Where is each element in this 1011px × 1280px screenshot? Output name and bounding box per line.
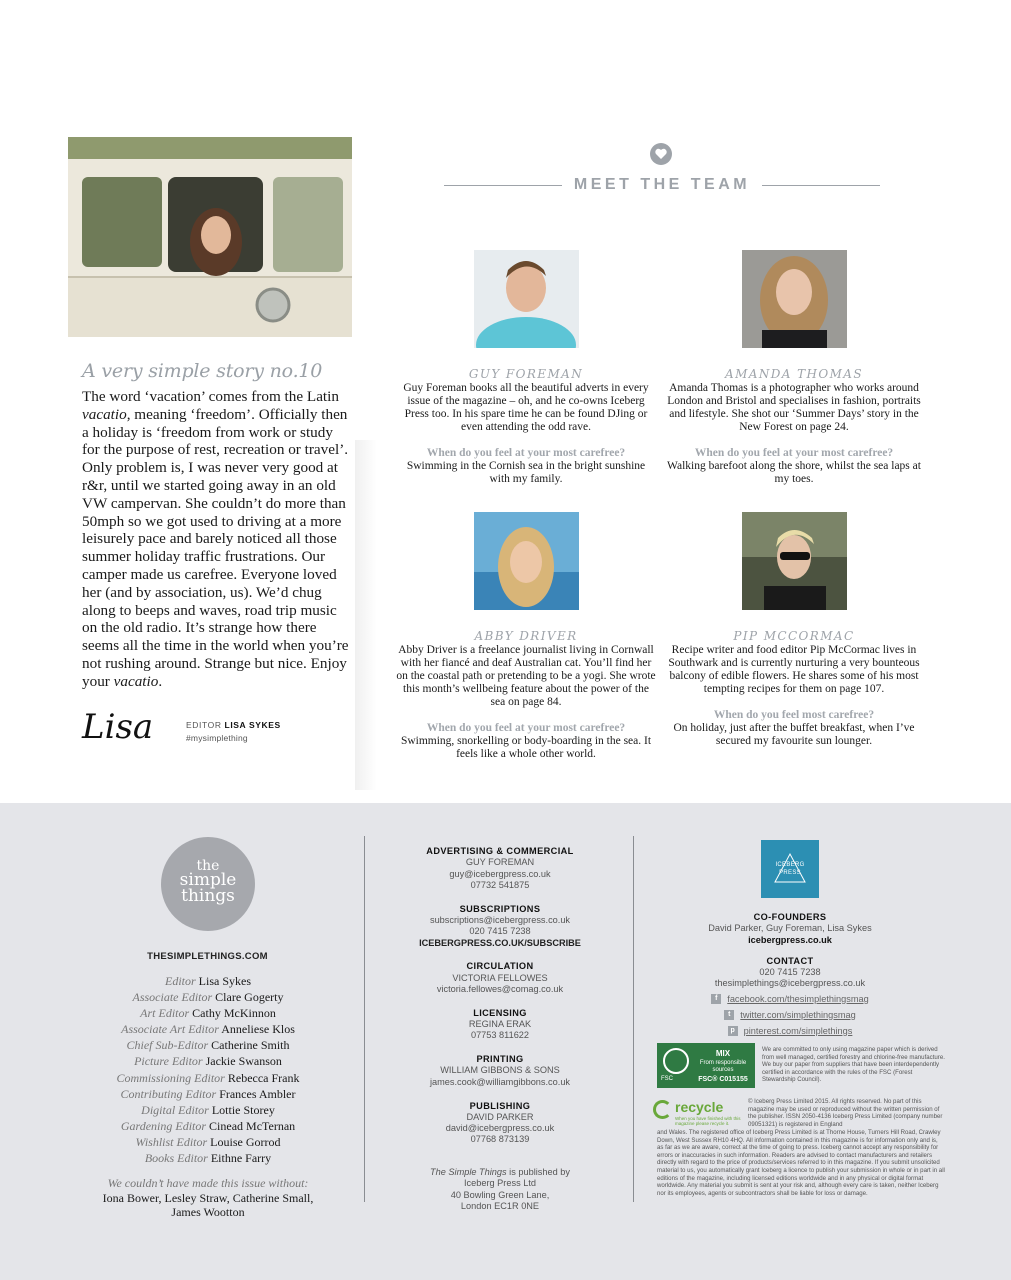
pinterest-row[interactable] — [680, 1025, 900, 1038]
member-photo — [474, 250, 579, 348]
member-photo — [742, 512, 847, 610]
contact-email[interactable]: thesimplethings@icebergpress.co.uk — [714, 978, 866, 989]
pinterest-link[interactable]: pinterest.com/simplethings — [743, 1025, 853, 1036]
thanks-names: Iona Bower, Lesley Straw, Catherine Small, James Wootton — [102, 1191, 314, 1219]
simple-things-logo: the simple things — [161, 837, 255, 931]
editor-letter — [82, 360, 350, 691]
masthead: Editor Lisa Sykes Associate Editor Clare Gogerty Art Editor Cathy McKinnon Associate Art Editor Anneliese Klos Chief Sub-Editor Catherine Smith Picture Editor Jackie Swanson Commissioning Editor Rebecca Frank Contributing Editor Frances Ambler Digital Editor Lottie Storey Gardening Editor Cinead McTernan Wishlist Editor Louise Gorrod Books Editor Eithne Farry — [116, 974, 300, 1166]
twitter-row[interactable] — [680, 1009, 900, 1022]
tree-icon — [663, 1048, 689, 1074]
divider — [633, 836, 634, 1202]
facebook-link[interactable]: facebook.com/thesimplethingsmag — [727, 993, 869, 1004]
svg-text:Lisa: Lisa — [82, 707, 154, 747]
team-member-amanda: AMANDA THOMAS Amanda Thomas is a photographer who works around London and Bristol and specialises in fashion, portraits and lifestyle. She shot our ‘Summer Days’ story in the New Forest on page 24. When do you feel at your most carefree? Walking barefoot along the shore, whilst the sea laps at my toes. — [664, 250, 924, 486]
subscribe-link[interactable]: ICEBERGPRESS.CO.UK/SUBSCRIBE — [419, 937, 581, 948]
facebook-icon: f — [711, 994, 721, 1004]
page-fold-shadow — [355, 440, 377, 790]
fsc-statement: We are committed to only using magazine paper which is derived from well managed, certified forestry and chlorine-free manufacture. We buy our paper from suppliers that have been interdependently certified in accordance with the rules of the FSC (Forest Stewardship Council). — [762, 1046, 945, 1084]
iceberg-site-link[interactable]: icebergpress.co.uk — [748, 934, 832, 945]
website-link[interactable]: THESIMPLETHINGS.COM — [147, 951, 268, 962]
team-member-pip: PIP MCCORMAC Recipe writer and food editor Pip McCormac lives in Southwark and is currently nurturing a very bounteous balcony of edible flowers. He shares some of his most tempting recipes for them on page 107. When do you feel most carefree? On holiday, just after the buffet breakfast, when I’ve secured my favourite sun lounger. — [664, 512, 924, 748]
contact-printing: PRINTING WILLIAM GIBBONS & SONS james.cook@williamgibbons.co.uk — [429, 1054, 571, 1087]
hashtag: #mysimplething — [186, 733, 248, 743]
legal-text-continued: and Wales. The registered office of Iceberg Press Limited is at Thorne House, Turners Hill Road, Crawley Down, West Sussex RH10 4HQ. All information contained in this magazine is for information only and is, as far as we are aware, correct at the time of going to press. Iceberg cannot accept any responsibility for errors or inaccuracies in such information. Readers are advised to contact manufacturers and retailers directly with regard to the price of products/services referred to in this magazine. If you submit unsolicited material to us, you automatically grant Iceberg a licence to publish your submission in whole or in part in all editions of the magazine, including licensed editions worldwide and in any physical or digital format worldwide. Any material you submit is sent at your risk and, although every care is taken, neither Iceberg nor its employees, agents or subcontractors shall be liable for loss or damage. — [657, 1129, 945, 1197]
cofounders-contact: CO-FOUNDERS David Parker, Guy Foreman, Lisa Sykes icebergpress.co.uk CONTACT 020 7415 7238 thesimplethings@icebergpress.co.uk f facebook.com/thesimplethingsmag t twitter.com/simplethingsmag p pinterest.com/simplethings — [680, 912, 900, 1038]
story-title: A very simple story no.10 — [82, 360, 323, 382]
twitter-link[interactable]: twitter.com/simplethingsmag — [740, 1009, 856, 1020]
team-member-abby: ABBY DRIVER Abby Driver is a freelance journalist living in Cornwall with her fiancé and deaf Australian cat. You’ll find her on the coastal path or pretending to be a yogi. She wrote this month’s wellbeing feature about the power of the sea on page 84. When do you feel at your most carefree? Swimming, snorkelling or body-boarding in the sea. It feels like a whole other world. — [396, 512, 656, 761]
contact-circulation: CIRCULATION VICTORIA FELLOWES victoria.fellowes@comag.co.uk — [436, 961, 564, 994]
contact-licensing: LICENSING REGINA ERAK 07753 811622 — [468, 1007, 532, 1041]
contact-subscriptions: SUBSCRIPTIONS subscriptions@icebergpress.co.uk 020 7415 7238 ICEBERGPRESS.CO.UK/SUBSCRIBE — [380, 904, 620, 949]
divider — [364, 836, 365, 1202]
contact-advertising: ADVERTISING & COMMERCIAL GUY FOREMAN guy@icebergpress.co.uk 07732 541875 — [426, 846, 574, 890]
heart-icon — [650, 143, 672, 165]
editor-photo — [68, 137, 352, 337]
contact-publishing: PUBLISHING DAVID PARKER david@icebergpress.co.uk 07768 873139 — [445, 1100, 555, 1145]
pinterest-icon: p — [728, 1026, 738, 1036]
thanks-title: We couldn’t have made this issue without: — [107, 1176, 309, 1190]
contacts-column — [380, 846, 620, 1158]
publisher-info: The Simple Things is published by Iceberg Press Ltd 40 Bowling Green Lane, London EC1R 0NE — [430, 1167, 570, 1211]
editor-signature — [80, 700, 190, 748]
story-body: The word ‘vacation’ comes from the Latin vacatio, meaning ‘freedom’. Officially then a holiday is ‘freedom from work or study for the purpose of rest, recreation or travel’. Only problem is, I was never very good at r&r, until we started going away in an old VW campervan. She couldn’t do more than 50mph so we got used to driving at a more leisurely pace and barely noticed all those summer holiday traffic frustrations. Our camper made us carefree. Everyone loved her (and by association, us). We’d chug along to beeps and waves, road trip music on the old radio. It’s strange how there seems all the time in the world when you’re not rushing around. Strange but nice. Enjoy your vacatio. — [82, 388, 349, 690]
team-member-guy: GUY FOREMAN Guy Foreman books all the beautiful adverts in every issue of the magazine – oh, and he co-owns Iceberg Press too. In his spare time he can be found DJing or even attending the odd rave. When do you feel at your most carefree? Swimming in the Cornish sea in the bright sunshine with my family. — [396, 250, 656, 486]
recycle-badge: recycle When you have finished with this magazine please recycle it. — [653, 1098, 743, 1128]
facebook-row[interactable] — [680, 993, 900, 1006]
member-photo — [742, 250, 847, 348]
member-photo — [474, 512, 579, 610]
team-heading: MEET THE TEAM — [444, 174, 880, 196]
iceberg-press-logo: ICEBERG PRESS — [761, 840, 819, 898]
legal-text: © Iceberg Press Limited 2015. All rights reserved. No part of this magazine may be used or reproduced without the written permission of the publisher. ISSN 2050-4136 Iceberg Press Limited (company number 09051321) is registered in England — [748, 1098, 943, 1128]
recycle-icon — [653, 1100, 672, 1119]
editor-credit: EDITOR LISA SYKES #mysimplething — [186, 720, 281, 743]
twitter-icon: t — [724, 1010, 734, 1020]
fsc-badge: FSC MIX From responsible sources FSC® C015155 — [657, 1043, 755, 1088]
